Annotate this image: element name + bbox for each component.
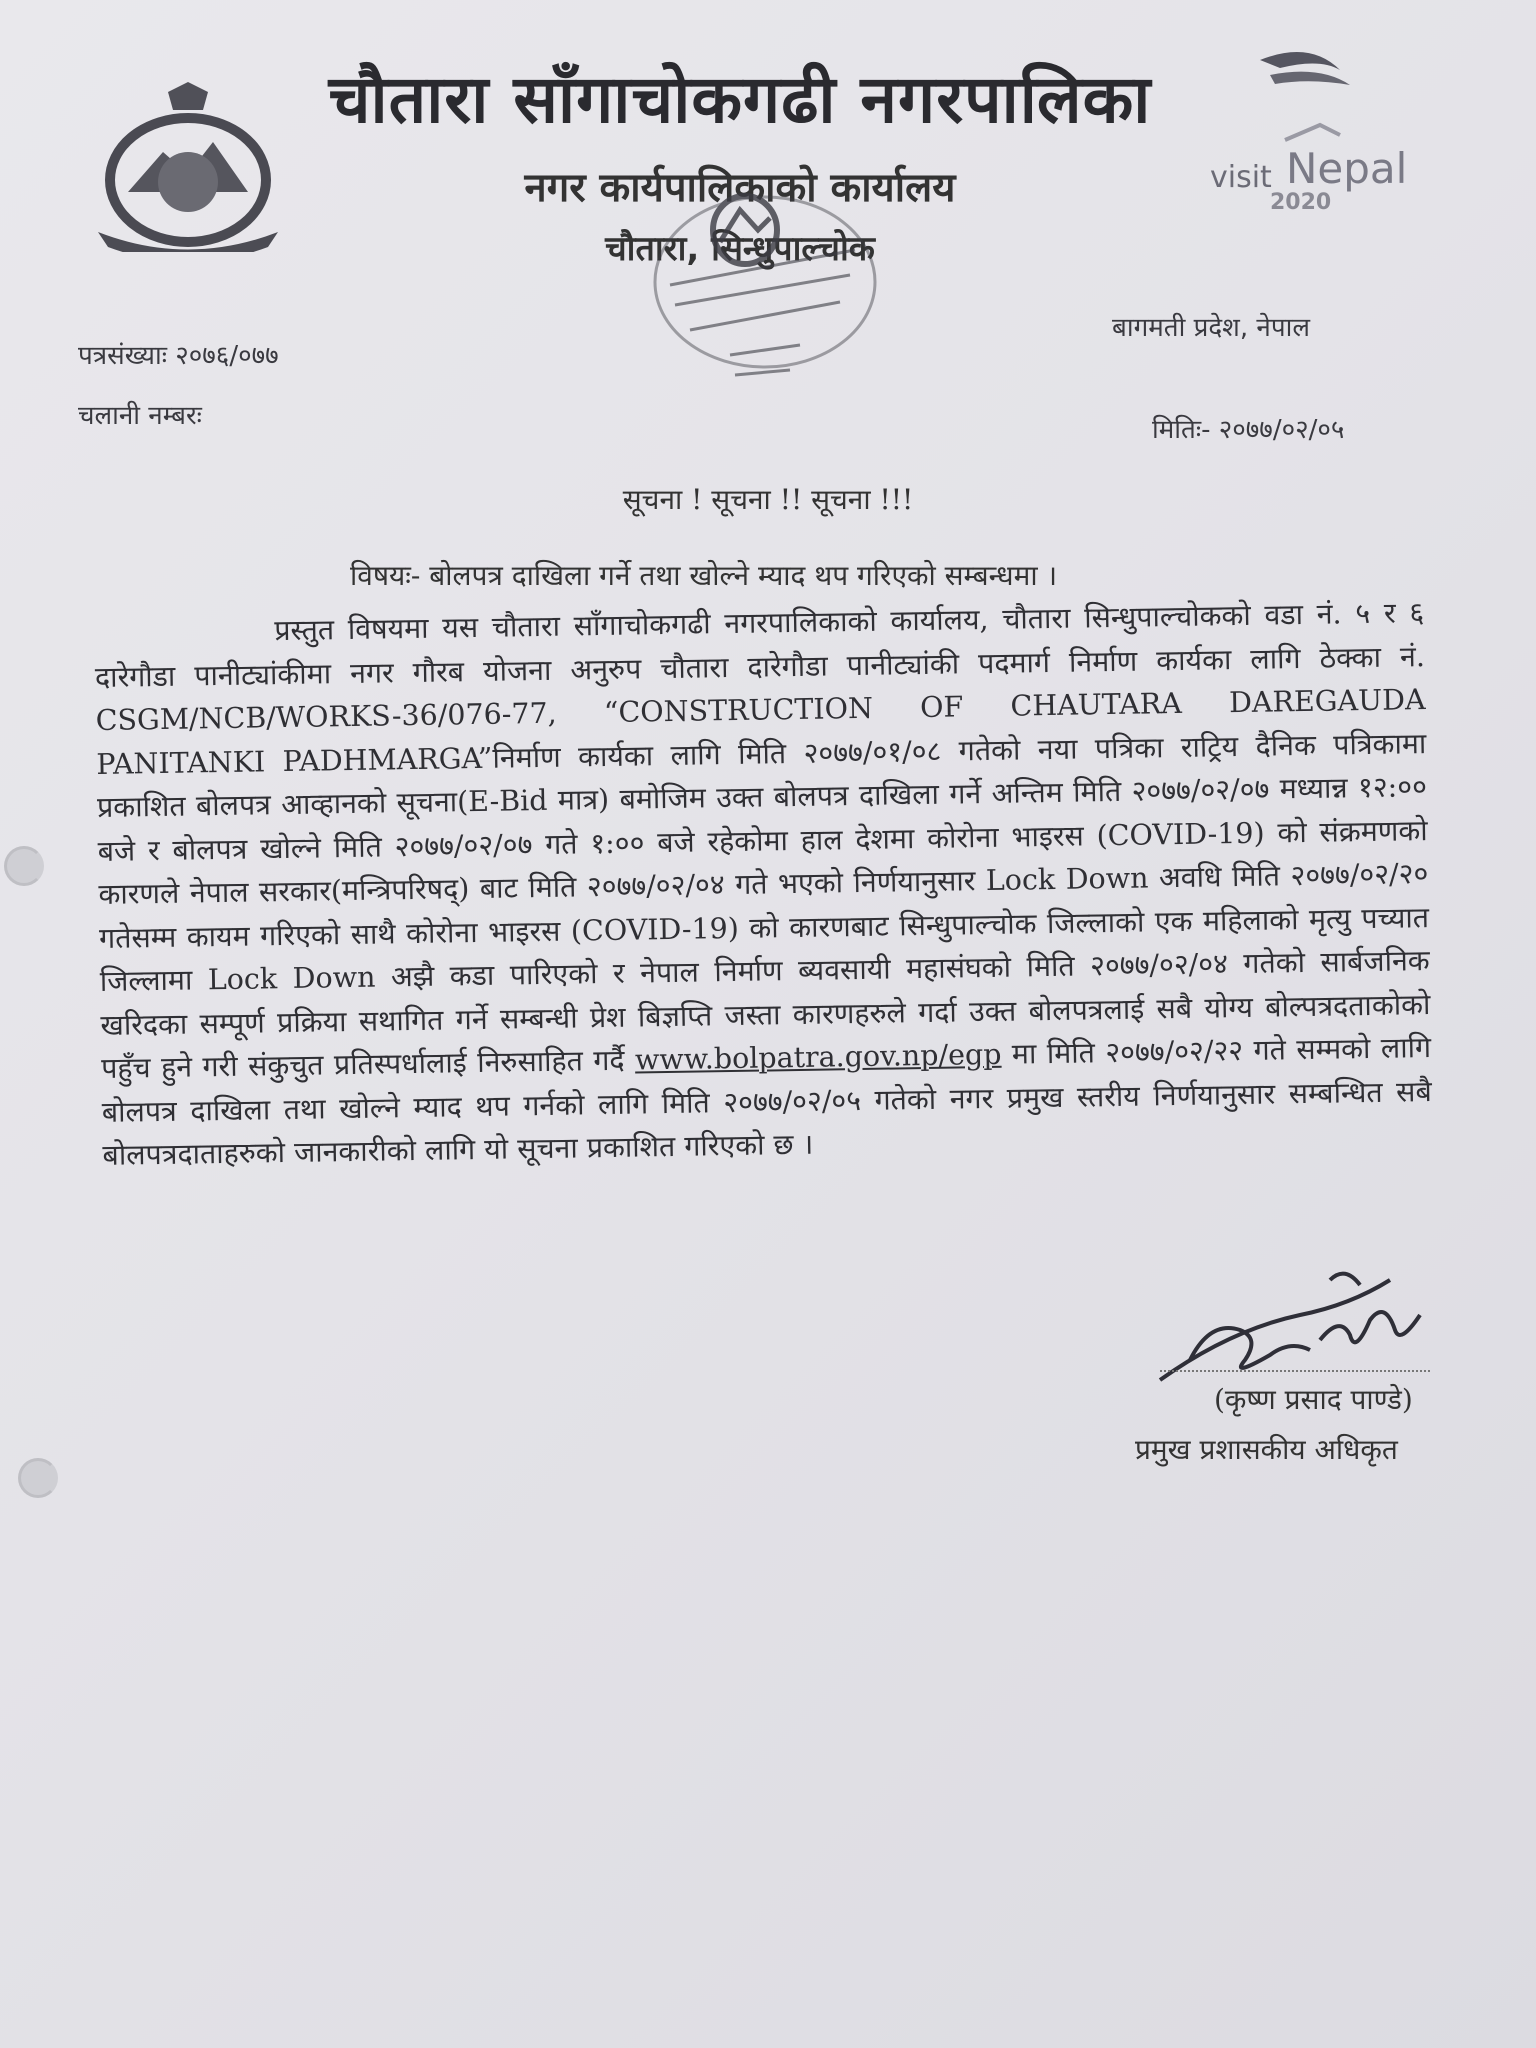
- notice-heading: सूचना ! सूचना !! सूचना !!!: [622, 483, 914, 516]
- nepal-government-emblem-icon: [88, 82, 288, 252]
- body-text-part-1: प्रस्तुत विषयमा यस चौतारा साँगाचोकगढी नगरपालिकाको कार्यालय, चौतारा सिन्धुपाल्चोकको वडा नं. ५ र ६ दारेगौडा पानीट्यांकीमा नगर गौरब योजना अनुरुप चौतारा दारेगौडा पानीट्यांकी पदमार्ग निर्माण कार्यका लागि ठेक्का नं. CSGM/NCB/WORKS-36/076-77, “CONSTRUCTION OF CHAUTARA DAREGAUDA PANITANKI PADHMARGA”निर्माण कार्यका लागि मिति २०७७/०१/०८ गतेको नया पत्रिका राट्रिय दैनिक पत्रिकामा प्रकाशित बोलपत्र आव्हानको सूचना(E-Bid मात्र) बमोजिम उक्त बोलपत्र दाखिला गर्ने अन्तिम मिति २०७७/०२/०७ मध्यान्न १२:०० बजे र बोलपत्र खोल्ने मिति २०७७/०२/०७ गते १:०० बजे रहेकोमा हाल देशमा कोरोना भाइरस (COVID-19) को संक्रमणको कारणले नेपाल सरकार(मन्त्रिपरिषद्) बाट मिति २०७७/०२/०४ गते भएको निर्णयानुसार Lock Down अवधि मिति २०७७/०२/२० गतेसम्म कायम गरिएको साथै कोरोना भाइरस (COVID-19) को कारणबाट सिन्धुपाल्चोक जिल्लाको एक महिलाको मृत्यु पच्यात जिल्लामा Lock Down अझै कडा पारिएको र नेपाल निर्माण ब्यवसायी महासंघको मिति २०७७/०२/०४ गतेको सार्बजनिक खरिदका सम्पूर्ण प्रक्रिया सथागित गर्ने सम्बन्धी प्रेश बिज्ञप्ति जस्ता कारणहरुले गर्दा उक्त बोलपत्रलाई सबै योग्य बोल्पत्रदताकोको पहुँच हुने गरी संकुचुत प्रतिस्पर्धालाई निरुसाहित गर्दै: [94, 596, 1431, 1085]
- signature-line: [1160, 1370, 1430, 1372]
- notice-subject: विषयः- बोलपत्र दाखिला गर्ने तथा खोल्ने म्याद थप गरिएको सम्बन्धमा ।: [350, 559, 1058, 592]
- dispatch-number: चलानी नम्बरः: [78, 401, 202, 431]
- visit-word: visit: [1210, 160, 1272, 195]
- visit-year: 2020: [1270, 190, 1332, 215]
- office-round-stamp-icon: [640, 190, 890, 410]
- visit-nepal-2020-logo: [1190, 40, 1440, 220]
- letter-number: पत्रसंख्याः २०७६/०७७: [78, 341, 279, 371]
- officer-name: (कृष्ण प्रसाद पाण्डे): [1214, 1383, 1413, 1416]
- municipality-title: चौतारा साँगाचोकगढी नगरपालिका: [328, 61, 1152, 138]
- body-text-part-2: मा मिति २०७७/०२/२२ गते सम्मको लागि बोलपत्र दाखिला तथा खोल्ने म्याद थप गर्नको लागि मिति २०७७/०२/०५ गतेको नगर प्रमुख स्तरीय निर्णयानुसार सम्बन्धित सबै बोलपत्रदाताहरुको जानकारीको लागि यो सूचना प्रकाशित गरिएको छ ।: [101, 1031, 1432, 1172]
- punch-hole: [4, 846, 44, 886]
- office-location: चौतारा, सिन्धुपाल्चोक: [605, 229, 875, 269]
- notice-body: [94, 591, 1433, 1177]
- province-line: बागमती प्रदेश, नेपाल: [1112, 313, 1310, 343]
- bolpatra-link[interactable]: www.bolpatra.gov.np/egp: [634, 1037, 1002, 1077]
- visit-nepal-word: Nepal: [1286, 144, 1408, 193]
- officer-designation: प्रमुख प्रशासकीय अधिकृत: [1135, 1433, 1398, 1466]
- mountain-flag-icon: [1190, 40, 1440, 150]
- office-subtitle: नगर कार्यपालिकाको कार्यालय: [524, 165, 956, 211]
- letter-date: मितिः- २०७७/०२/०५: [1152, 415, 1345, 445]
- paragraph-indent: [94, 640, 274, 643]
- punch-hole: [18, 1458, 58, 1498]
